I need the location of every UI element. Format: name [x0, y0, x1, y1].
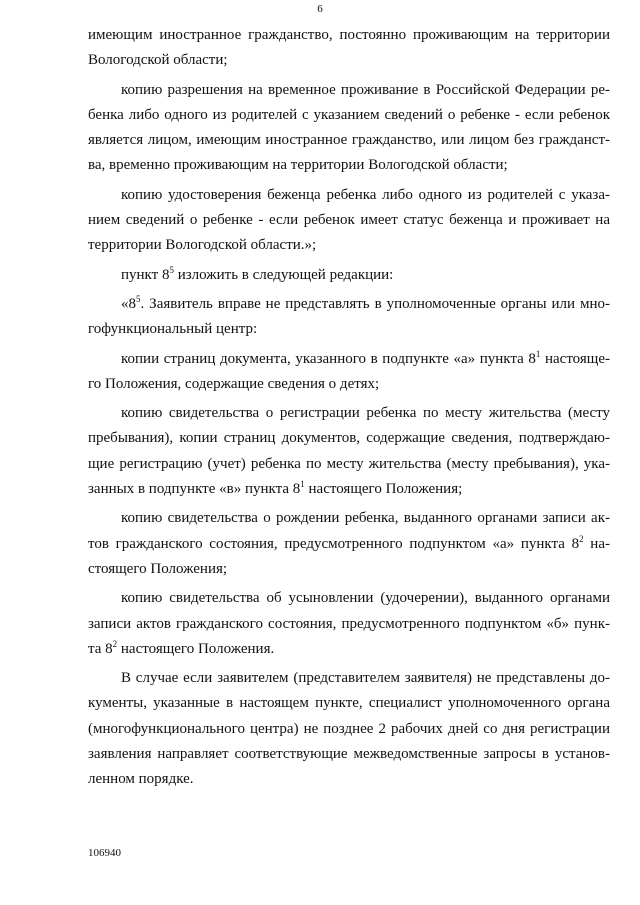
text-line [88, 532, 610, 557]
paragraph [88, 263, 610, 288]
paragraph [88, 347, 610, 398]
text-line: гофункциональный центр: [88, 321, 258, 338]
text-segment: настояще- [540, 350, 610, 367]
text-segment: занных в подпункте «в» пункта 8 [88, 481, 301, 498]
text-line: ленном порядке. [88, 771, 194, 788]
text-line: (многофункционального центра) не позднее 2 рабочих дней со дня регистрации [88, 720, 610, 737]
text-line: В случае если заявителем (представителем заявителя) не представлены до- [121, 670, 610, 687]
text-line: щие регистрацию (учет) ребенка по месту жительства (месту пребывания), ука- [88, 455, 610, 472]
text-segment: настоящего Положения. [117, 640, 275, 657]
paragraph [88, 401, 610, 502]
text-line: копию разрешения на временное проживание в Российской Федерации ре- [121, 81, 610, 98]
text-line: го Положения, содержащие сведения о детях; [88, 375, 380, 392]
superscript-index: 2 [579, 533, 584, 544]
text-segment: . Заявитель вправе не представлять в уполномоченные органы или мно- [140, 295, 610, 312]
text-line [88, 477, 610, 502]
paragraph [88, 666, 610, 792]
text-line [88, 263, 610, 288]
document-code: 106940 [88, 847, 121, 859]
paragraph [88, 183, 610, 259]
paragraph [88, 23, 610, 74]
text-line: пребывания), копии страниц документов, содержащие сведения, подтверждаю- [88, 430, 610, 447]
text-segment: «8 [121, 295, 136, 312]
text-line: записи актов гражданского состояния, предусмотренного подпунктом «б» пунк- [88, 615, 610, 632]
text-line: территории Вологодской области.»; [88, 237, 317, 254]
text-line: копию свидетельства о рождении ребенка, выданного органами записи ак- [121, 510, 610, 527]
superscript-index: 5 [169, 264, 174, 275]
page-number: 6 [317, 3, 323, 15]
text-line: ва, временно проживающим на территории Вологодской области; [88, 157, 508, 174]
text-line: нием сведений о ребенке - если ребенок имеет статус беженца и проживает на [88, 212, 610, 229]
superscript-index: 5 [136, 293, 141, 304]
text-line: заявления направляет соответствующие межведомственные запросы в установ- [88, 746, 610, 763]
paragraph [88, 586, 610, 662]
text-line: кументы, указанные в настоящем пункте, специалист уполномоченного органа [88, 695, 610, 712]
text-line [88, 347, 610, 372]
text-line: имеющим иностранное гражданство, постоянно проживающим на территории [88, 27, 610, 43]
text-line: копию свидетельства об усыновлении (удочерении), выданного органами [121, 590, 610, 607]
text-segment: изложить в следующей редакции: [173, 266, 394, 283]
text-line: бенка либо одного из родителей с указанием сведений о ребенке - если ребенок [88, 106, 610, 123]
text-line: копию удостоверения беженца ребенка либо одного из родителей с указа- [121, 186, 610, 203]
text-line [88, 637, 610, 662]
text-segment: на- [583, 535, 610, 552]
paragraph [88, 292, 610, 343]
document-body [88, 23, 610, 797]
text-line: стоящего Положения; [88, 560, 228, 577]
text-line [88, 292, 610, 317]
text-line: является лицом, имеющим иностранное гражданство, или лицом без гражданст- [88, 132, 610, 149]
text-segment: настоящего Положения; [304, 481, 463, 498]
paragraph [88, 78, 610, 179]
superscript-index: 2 [112, 638, 118, 649]
superscript-index: 1 [300, 479, 305, 490]
text-segment: копии страниц документа, указанного в подпункте «а» пункта 8 [121, 350, 536, 367]
paragraph [88, 506, 610, 582]
text-line: копию свидетельства о регистрации ребенка по месту жительства (месту [121, 405, 610, 422]
text-line: Вологодской области; [88, 52, 228, 69]
text-segment: пункт 8 [121, 266, 170, 283]
text-segment: та 8 [88, 640, 113, 657]
superscript-index: 1 [535, 348, 541, 359]
text-segment: тов гражданского состояния, предусмотренного подпунктом «а» пункта 8 [88, 535, 580, 552]
